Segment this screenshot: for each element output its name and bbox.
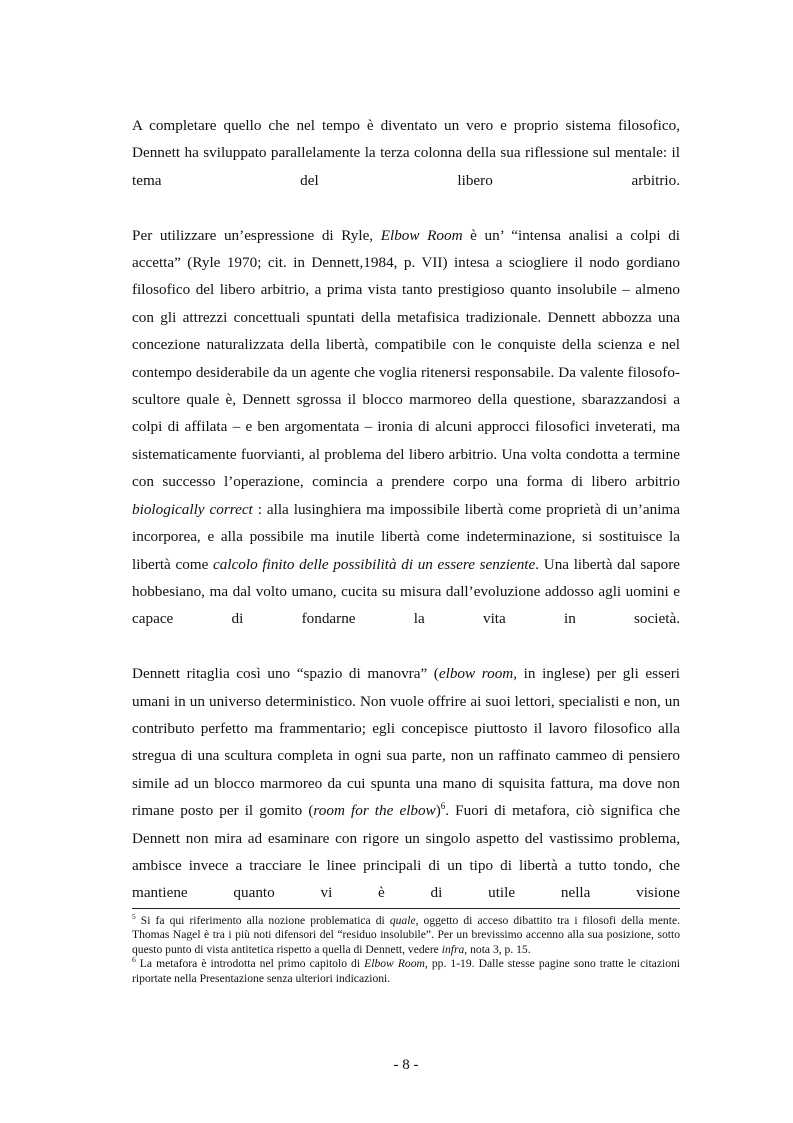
book-title-elbow-room: Elbow Room bbox=[380, 226, 463, 244]
italic-term-infra: infra bbox=[441, 942, 465, 956]
paragraph-2-text: Per utilizzare un’espressione di Ryle, bbox=[132, 226, 381, 244]
italic-term-elbow-room: elbow room bbox=[438, 665, 514, 683]
footnote-ref-6[interactable]: 6 bbox=[440, 801, 446, 812]
paragraph-3-text: ) bbox=[435, 802, 441, 820]
paragraph-3-text: , in inglese) per gli esseri umani in un universo deterministico. Non vuole offrire ai suoi lettori, specialisti e non, un contributo perfetto ma frammentario; egli concepisce piuttosto il lavoro filosofico alla stregua di una scultura completa in ogni sua parte, non un raffinato cammeo di pensiero simile ad un blocco marmoreo da cui spunta una mano di squisita fattura, ma dove non rimane posto per il gomito ( bbox=[132, 665, 680, 820]
footnote-5-text: Si fa qui riferimento alla nozione problematica di bbox=[135, 914, 390, 927]
book-title-elbow-room: Elbow Room bbox=[364, 957, 425, 971]
paragraph-3-text: Dennett ritaglia così uno “spazio di manovra” ( bbox=[132, 665, 439, 683]
footnote-6-text: , pp. 1-19. Dalle stesse pagine sono tratte le citazioni riportate nella Presentazione senza ulteriori indicazioni. bbox=[132, 957, 681, 985]
paragraph-2-text: : alla lusinghiera ma impossibile libertà come proprietà di un’anima incorporea, e alla possibile ma inutile libertà come indeterminazione, si sostituisce la libertà come bbox=[132, 500, 680, 573]
paragraph-1-text: A completare quello che nel tempo è diventato un vero e proprio sistema filosofico, Dennett ha sviluppato parallelamente la terza colonna della sua riflessione sul mentale: il tema del libero arbitrio. bbox=[132, 117, 680, 189]
italic-term-room-for-the-elbow: room for the elbow bbox=[313, 802, 436, 820]
footnote-6-text: La metafora è introdotta nel primo capitolo di bbox=[135, 957, 365, 971]
footnote-5-text: , oggetto di acceso dibattito tra i filosofi della mente. Thomas Nagel è tra i più noti difensori del “residuo insolubile”. Per un brevissimo accenno alla sua posizione, sotto questo punto di vista antitetica rispetto a quella di Dennett, vedere bbox=[132, 914, 680, 956]
footnote-5 bbox=[132, 914, 680, 957]
paragraph-1 bbox=[132, 112, 680, 222]
italic-phrase-calcolo-finito: calcolo finito delle possibilità di un essere senziente bbox=[213, 555, 536, 573]
page-number: - 8 - bbox=[393, 1057, 419, 1073]
footnotes bbox=[132, 914, 680, 986]
footnote-separator bbox=[132, 908, 680, 909]
paragraph-2-text: è un’ “intensa analisi a colpi di accetta” (Ryle 1970; cit. in Dennett,1984, p. VII) intesa a sciogliere il nodo gordiano filosofico del libero arbitrio, a prima vista tanto prestigioso quanto insolubile – almeno con gli attrezzi concettuali spuntati della metafisica tradizionale. Dennett abbozza una concezione naturalizzata della libertà, compatibile con le conquiste della scienza e nel contempo desiderabile da un agente che voglia ritenersi responsabile. Da valente filosofo-scultore quale è, Dennett sgrossa il blocco marmoreo della questione, sbarazzandosi a colpi di affilata – e ben argomentata – ironia di alcuni approcci filosofici inveterati, ma sistematicamente fuorvianti, al problema del libero arbitrio. Una volta condotta a termine con successo l’operazione, comincia a prendere corpo una forma di libero arbitrio bbox=[132, 226, 681, 491]
footnote-number: 6 bbox=[132, 955, 136, 965]
paragraph-3 bbox=[132, 660, 680, 907]
footnote-6 bbox=[132, 957, 680, 986]
paragraph-3-text: . Fuori di metafora, ciò significa che Dennett non mira ad esaminare con rigore un singolo aspetto del vastissimo problema, ambisce invece a tracciare le linee principali di un tipo di libertà a tutto tondo, che mantiene quanto vi è di utile nella visione bbox=[132, 802, 681, 902]
paragraph-2 bbox=[132, 222, 680, 661]
footnote-5-text: , nota 3, p. 15. bbox=[464, 942, 531, 956]
body-text bbox=[132, 112, 680, 907]
italic-term-biologically-correct: biologically correct bbox=[132, 500, 253, 518]
paragraph-2-text: . Una libertà dal sapore hobbesiano, ma dal volto umano, cucita su misura dall’evoluzione addosso agli uomini e capace di fondarne la vita in società. bbox=[132, 555, 681, 628]
italic-term-quale: quale bbox=[389, 914, 416, 927]
footnote-number: 5 bbox=[132, 912, 136, 922]
